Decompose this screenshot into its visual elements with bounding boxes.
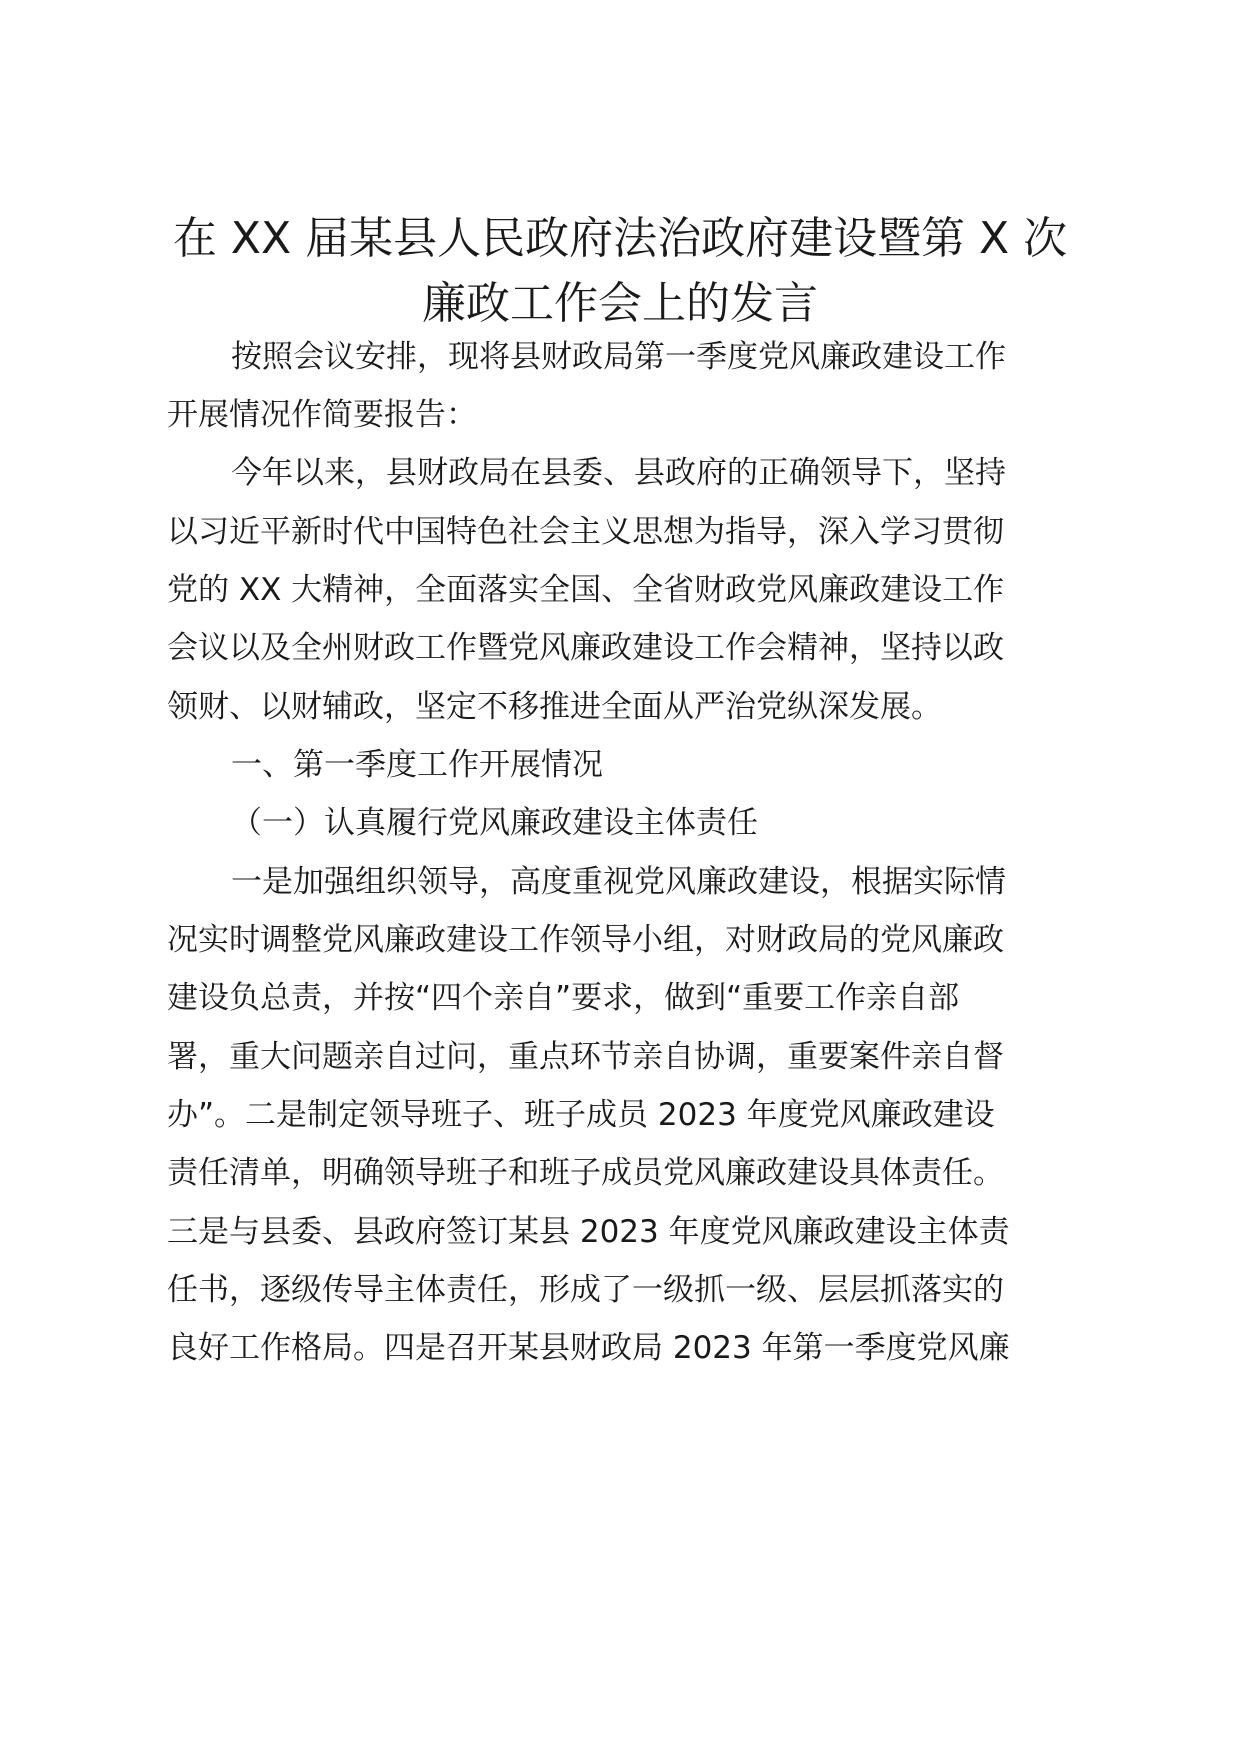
section-heading: 一、第一季度工作开展情况 [231,747,603,783]
subsection-heading: （一）认真履行党风廉政建设主体责任 [231,805,758,841]
paragraph-line: 一是加强组织领导，高度重视党风廉政建设，根据实际情 [231,864,1006,900]
paragraph-line: 按照会议安排，现将县财政局第一季度党风廉政建设工作 [231,339,1006,375]
paragraph-line: 今年以来，县财政局在县委、县政府的正确领导下，坚持 [231,455,1006,491]
paragraph-line: 良好工作格局。四是召开某县财政局 2023 年第一季度党风廉 [167,1330,1010,1366]
paragraph-line: 领财、以财辅政，坚定不移推进全面从严治党纵深发展。 [167,689,942,725]
document-title-line-1: 在 XX 届某县人民政府法治政府建设暨第 X 次 [172,213,1068,264]
paragraph-line: 三是与县委、县政府签订某县 2023 年度党风廉政建设主体责 [167,1214,1010,1250]
document-title-line-2: 廉政工作会上的发言 [422,278,818,329]
paragraph-line: 党的 XX 大精神，全面落实全国、全省财政党风廉政建设工作 [167,572,1005,608]
paragraph-line: 会议以及全州财政工作暨党风廉政建设工作会精神，坚持以政 [167,630,1004,666]
paragraph-line: 署，重大问题亲自过问，重点环节亲自协调，重要案件亲自督 [167,1039,1004,1075]
paragraph-line: 况实时调整党风廉政建设工作领导小组，对财政局的党风廉政 [167,922,1004,958]
paragraph-line: 以习近平新时代中国特色社会主义思想为指导，深入学习贯彻 [167,514,1004,550]
paragraph-line: 责任清单，明确领导班子和班子成员党风廉政建设具体责任。 [167,1155,1004,1191]
paragraph-line: 建设负总责，并按“四个亲自”要求，做到“重要工作亲自部 [167,980,960,1016]
paragraph-line: 开展情况作简要报告： [167,397,477,433]
paragraph-line: 办”。二是制定领导班子、班子成员 2023 年度党风廉政建设 [167,1097,995,1133]
paragraph-line: 任书，逐级传导主体责任，形成了一级抓一级、层层抓落实的 [167,1272,1004,1308]
